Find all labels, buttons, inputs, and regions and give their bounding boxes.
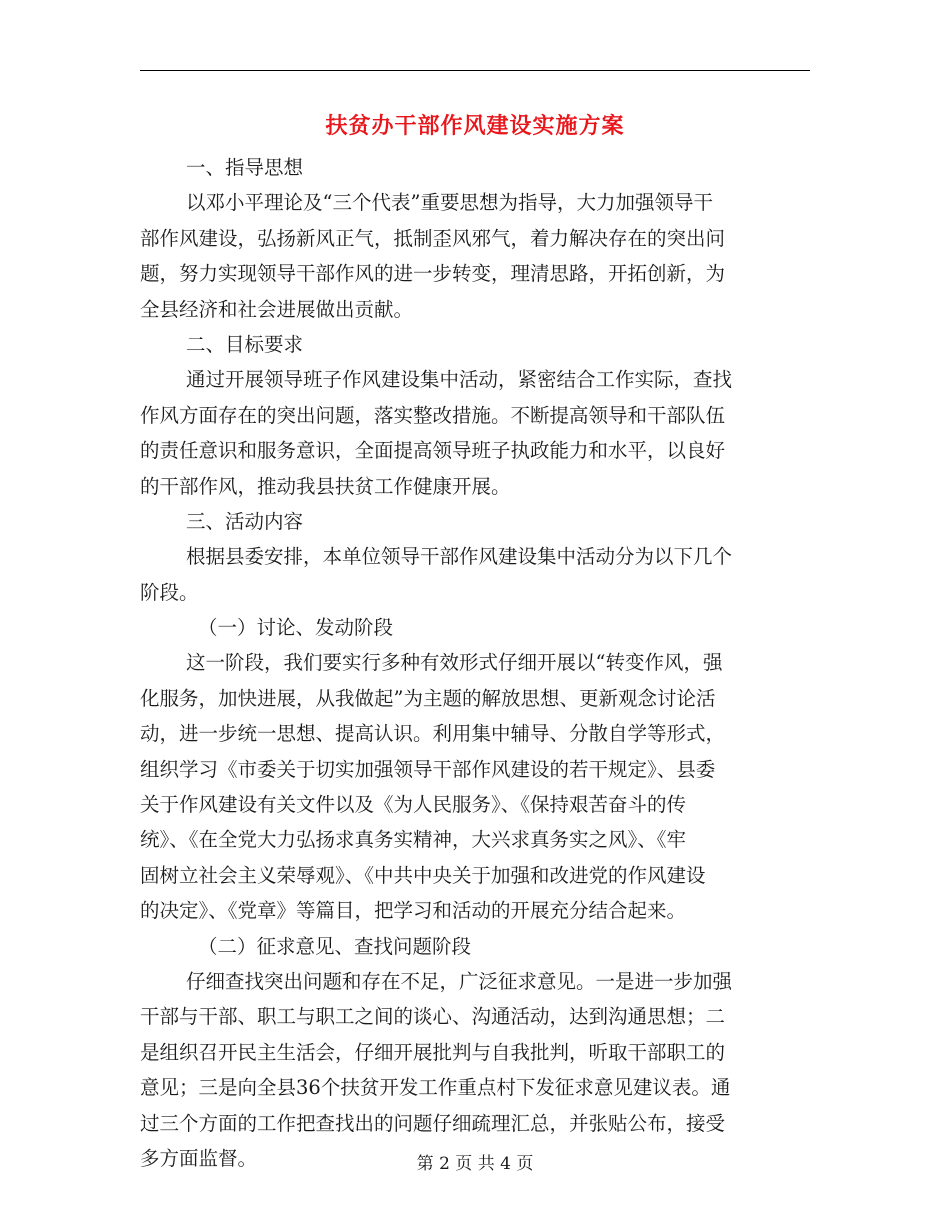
paragraph-line: 全县经济和社会进展做出贡献。: [140, 297, 414, 321]
paragraph-line: 过三个方面的工作把查找出的问题仔细疏理汇总，并张贴公布，接受: [140, 1111, 726, 1135]
paragraph-line: 的干部作风，推动我县扶贫工作健康开展。: [140, 474, 511, 498]
paragraph-line: 题，努力实现领导干部作风的进一步转变，理清思路，开拓创新，为: [140, 262, 726, 286]
paragraph-line: 关于作风建设有关文件以及《为人民服务》、《保持艰苦奋斗的传: [140, 793, 687, 817]
section-heading-guiding-thought: 一、指导思想: [186, 156, 304, 179]
paragraph-line: 动，进一步统一思想、提高认识。利用集中辅导、分散自学等形式，: [140, 722, 726, 746]
paragraph-line: 根据县委安排，本单位领导干部作风建设集中活动分为以下几个: [186, 545, 733, 569]
paragraph-line: 通过开展领导班子作风建设集中活动，紧密结合工作实际，查找: [186, 368, 733, 392]
section-heading-goals: 二、目标要求: [186, 332, 304, 356]
paragraph-line: 的决定》、《党章》等篇目，把学习和活动的开展充分结合起来。: [140, 899, 687, 923]
paragraph-line: 化服务，加快进展，从我做起”为主题的解放思想、更新观念讨论活: [140, 686, 716, 710]
paragraph-line: 作风方面存在的突出问题，落实整改措施。不断提高领导和干部队伍: [140, 403, 726, 427]
paragraph-line: 干部与干部、职工与职工之间的谈心、沟通活动，达到沟通思想；二: [140, 1005, 726, 1029]
paragraph-line: 这一阶段，我们要实行多种有效形式仔细开展以“转变作风，强: [186, 651, 723, 675]
section-heading-activities: 三、活动内容: [186, 509, 304, 533]
paragraph-line: 多方面监督。: [140, 1146, 258, 1170]
paragraph-line: 意见；三是向全县36个扶贫开发工作重点村下发征求意见建议表。通: [140, 1076, 731, 1100]
paragraph-line: 部作风建设，弘扬新风正气，抵制歪风邪气，着力解决存在的突出问: [140, 226, 726, 250]
paragraph-line: 组织学习《市委关于切实加强领导干部作风建设的若干规定》、县委: [140, 757, 716, 781]
subsection-heading-discussion: （一）讨论、发动阶段: [198, 616, 394, 640]
paragraph-line: 是组织召开民主生活会，仔细开展批判与自我批判，听取干部职工的: [140, 1040, 726, 1064]
header-rule: [140, 70, 810, 71]
paragraph-line: 固树立社会主义荣辱观》、《中共中央关于加强和改进党的作风建设: [140, 863, 706, 887]
subsection-heading-feedback: （二）征求意见、查找问题阶段: [198, 934, 472, 958]
page-number: 第 2 页 共 4 页: [416, 1154, 534, 1174]
paragraph-line: 统》、《在全党大力弘扬求真务实精神，大兴求真务实之风》、《牢: [140, 828, 687, 852]
paragraph-line: 以邓小平理论及“三个代表”重要思想为指导，大力加强领导干: [186, 191, 713, 215]
paragraph-line: 的责任意识和服务意识，全面提高领导班子执政能力和水平，以良好: [140, 439, 726, 463]
paragraph-line: 阶段。: [140, 580, 199, 604]
document-title: 扶贫办干部作风建设实施方案: [325, 114, 625, 139]
document-body: [140, 150, 810, 1176]
paragraph-line: 仔细查找突出问题和存在不足，广泛征求意见。一是进一步加强: [186, 969, 733, 993]
